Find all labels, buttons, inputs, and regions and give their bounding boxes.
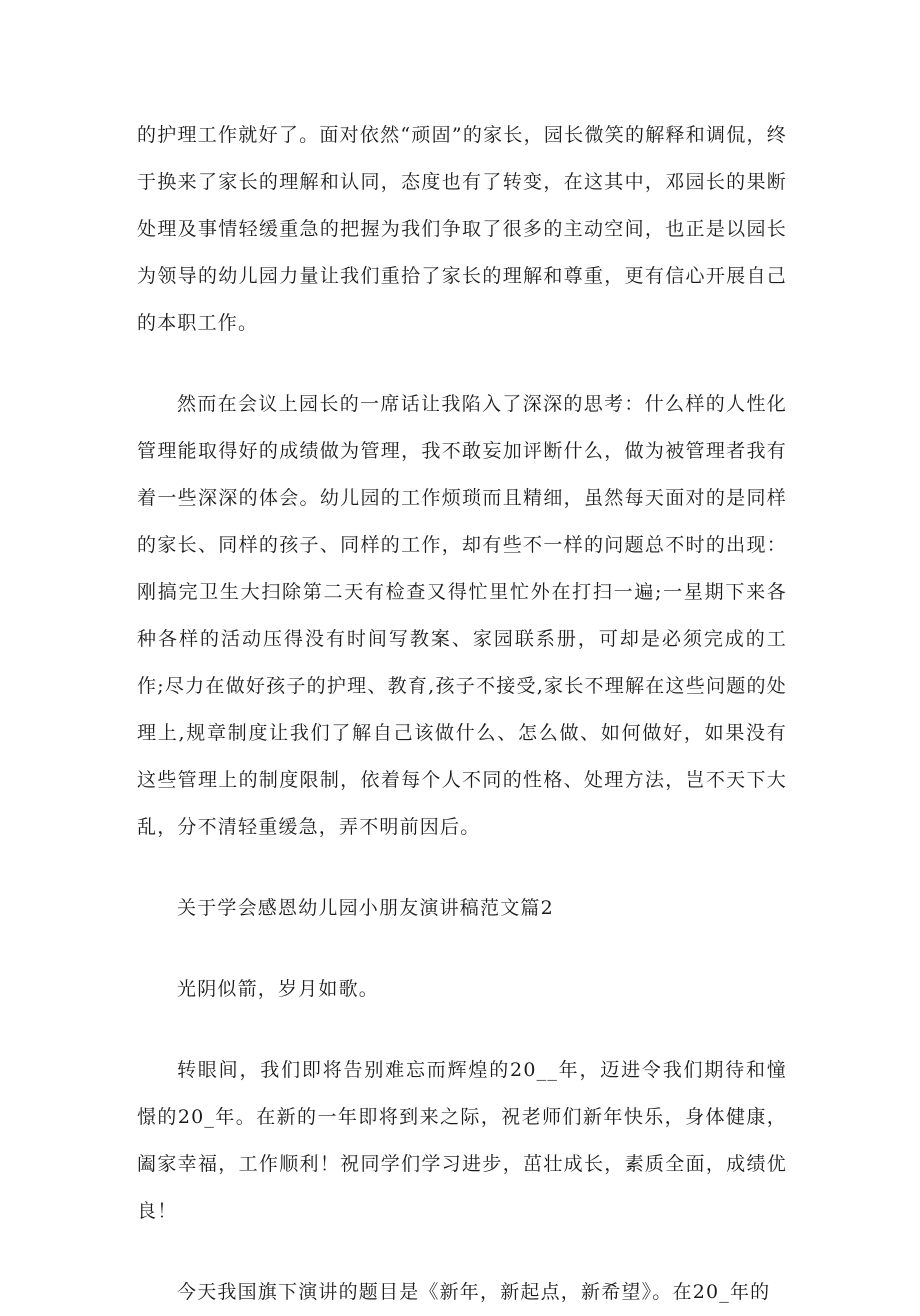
paragraph-5: 今天我国旗下演讲的题目是《新年，新起点，新希望》。在20_年的 — [177, 1281, 771, 1303]
document-body — [137, 112, 787, 1316]
paragraph-gap — [137, 347, 787, 381]
paragraph-gap — [137, 1235, 787, 1269]
section-heading: 关于学会感恩幼儿园小朋友演讲稿范文篇2 — [177, 897, 554, 919]
paragraph-4: 转眼间，我们即将告别难忘而辉煌的20__年，迈进令我们期待和憧憬的20_年。在新的一年即将到来之际，祝老师们新年快乐，身体健康，阖家幸福，工作顺利！祝同学们学习进步，茁壮成长，素质全面，成绩优良！ — [137, 1059, 787, 1222]
paragraph-gap — [137, 932, 787, 966]
paragraph-3: 光阴似箭，岁月如歌。 — [177, 978, 380, 1000]
paragraph-gap — [137, 1013, 787, 1047]
paragraph-gap — [137, 851, 787, 885]
paragraph-1: 的护理工作就好了。面对依然“顽固”的家长，园长微笑的解释和调侃，终于换来了家长的理解和认同，态度也有了转变，在这其中，邓园长的果断处理及事情轻缓重急的把握为我们争取了很多的主动空间，也正是以园长为领导的幼儿园力量让我们重拾了家长的理解和尊重，更有信心开展自己的本职工作。 — [137, 124, 787, 334]
paragraph-2: 然而在会议上园长的一席话让我陷入了深深的思考：什么样的人性化管理能取得好的成绩做为管理，我不敢妄加评断什么，做为被管理者我有着一些深深的体会。幼儿园的工作烦琐而且精细，虽然每天面对的是同样的家长、同样的孩子、同样的工作，却有些不一样的问题总不时的出现：刚搞完卫生大扫除第二天有检查又得忙里忙外在打扫一遍;一星期下来各种各样的活动压得没有时间写教案、家园联系册，可却是必须完成的工作;尽力在做好孩子的护理、教育,孩子不接受,家长不理解在这些问题的处理上,规章制度让我们了解自己该做什么、怎么做、如何做好，如果没有这些管理上的制度限制，依着每个人不同的性格、处理方法，岂不天下大乱，分不清轻重缓急，弄不明前因后。 — [137, 393, 787, 838]
